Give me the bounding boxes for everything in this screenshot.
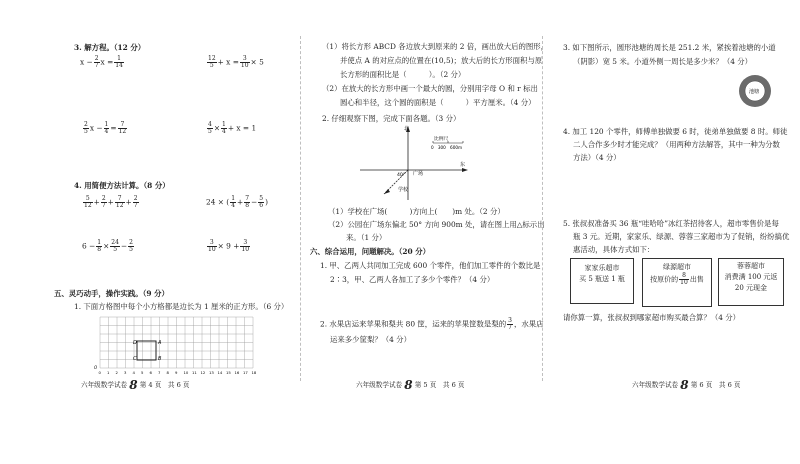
label-a: A <box>158 340 162 346</box>
grid-axis-label: 14 <box>217 370 223 374</box>
equation-3: $\frac{2}{5}$ x − $\frac{1}{4}$ = $\frac{7}{12}$ <box>84 121 127 135</box>
q3-line-1: 3. 如下图所示，圆形池塘的周长是 251.2 米，紧挨着池塘的小道 <box>563 43 776 52</box>
equation-4: $\frac{4}{5}$ × $\frac{1}{4}$ + x = 1 <box>208 121 257 135</box>
q4-line-2: 二人合作多少时才能完成？（用两种方法解答，其中一种为分数 <box>573 140 780 149</box>
grid-axis-label: 13 <box>209 370 214 374</box>
scale-label: 比例尺 <box>434 137 449 142</box>
map-east: 东 <box>460 162 466 168</box>
grid-axis-label: 3 <box>124 370 127 374</box>
s1-line-2: 2∶3，甲、乙两人各加工了多少个零件？（4 分） <box>330 275 495 284</box>
calc-1: $\frac{5}{12}$ + $\frac{2}{7}$ + $\frac{7}{12}$ + $\frac{2}{7}$ <box>84 195 138 209</box>
map-north: 北 <box>404 126 410 132</box>
calc-4: $\frac{3}{10}$ × 9 + $\frac{3}{10}$ <box>208 239 250 253</box>
footer-page-4: 六年级数学试卷 8 第 4 页 共 6 页 <box>81 378 190 392</box>
q5-line-4: 请你算一算，张叔叔到哪家超市购买最合算？（4 分） <box>563 313 741 322</box>
pond-figure <box>738 74 772 108</box>
s2-line-1: 2. 水果店运来苹果和梨共 80 筐，运来的苹果筐数是梨的 $\frac{3}{7}$ ，水果店 <box>320 317 544 331</box>
label-b: B <box>158 356 162 362</box>
shop-card-rongrong: 蓉蓉超市 消费满 100 元返 20 元现金 <box>718 258 784 306</box>
q3-line-2: （阴影）宽 5 米。小道外侧一周长是多少米？（4 分） <box>573 57 753 66</box>
map-plaza: 广场 <box>413 171 424 177</box>
q4-line-3: 方法）（4 分） <box>573 153 621 162</box>
p2-line-1: （2）在放大的长方形中画一个最大的圆，分别用字母 O 和 r 标出 <box>322 84 538 93</box>
grid-axis-label: 5 <box>141 370 144 374</box>
grid-axis-label: 9 <box>175 370 178 374</box>
grid-axis-label: 4 <box>132 370 135 374</box>
q5-line-1: 5. 张叔叔准备买 36 瓶“哇哈哈”冰红茶招待客人，超市零售价是每 <box>563 219 779 228</box>
equation-2: $\frac{12}{5}$ + x = $\frac{3}{10}$ × 5 <box>208 55 264 69</box>
label-c: C <box>133 356 137 362</box>
label-d: D <box>133 340 137 346</box>
grid-axis-label: 8 <box>166 370 169 374</box>
map-angle: 40° <box>397 173 406 178</box>
direction-map <box>360 124 520 202</box>
grid-axis-label: 2 <box>115 370 118 374</box>
p1-line-2: 并使点 A 的对应点的位置在(10,5)；放大后的长方形面积与原 <box>340 56 543 65</box>
rectangle-abcd <box>137 341 156 360</box>
grid-axis-label: 12 <box>200 370 206 374</box>
p2-line-2: 圆心和半径，这个圆的面积是（ ）平方厘米。（4 分） <box>340 98 536 107</box>
grid-axis-label: 7 <box>158 370 161 374</box>
s1-line-1: 1. 甲、乙两人共同加工完成 600 个零件，他们加工零件的个数比是 <box>320 261 541 270</box>
q4-line-1: 4. 加工 120 个零件，师傅单独做要 6 时，徒弟单独做要 8 时。师徒 <box>563 127 788 136</box>
section-6-title: 六、综合运用，问题解决。（20 分） <box>310 247 431 256</box>
grid-axis-label: 15 <box>226 370 231 374</box>
grid-axis-label: 1 <box>107 370 110 374</box>
grid-axis-label: 17 <box>243 370 248 374</box>
pond-label: 池塘 <box>749 89 760 95</box>
grid-lines <box>100 317 253 368</box>
grid-figure <box>90 314 260 374</box>
q1-text: 1. 下面方格图中每个小方格都是边长为 1 厘米的正方形。（6 分） <box>74 302 289 311</box>
section-5-title: 五、灵巧动手，操作实践。（9 分） <box>54 289 169 298</box>
map-school: 学校 <box>398 187 409 193</box>
q4-title: 4. 用简便方法计算。（8 分） <box>74 181 170 190</box>
grid-axis-label: 11 <box>192 370 197 374</box>
grid-axis-label: 16 <box>234 370 240 374</box>
equation-1: x − $\frac{2}{7}$ x = $\frac{1}{14}$ <box>80 55 123 69</box>
grid-axis-labels <box>94 365 257 374</box>
page-divider <box>542 36 543 381</box>
grid-axis-label: 0 <box>98 370 101 374</box>
grid-axis-label: 10 <box>183 370 189 374</box>
s2-line-2: 运来多少筐梨？（4 分） <box>330 335 411 344</box>
footer-page-6: 六年级数学试卷 8 第 6 页 共 6 页 <box>632 378 741 392</box>
p1-line-3: 长方形的面积比是（ ）。（2 分） <box>340 70 466 79</box>
page-divider <box>300 36 301 381</box>
grid-origin-label: O <box>94 365 98 370</box>
q2-title: 2. 仔细观察下图，完成下面各题。（3 分） <box>322 114 461 123</box>
grid-axis-label: 6 <box>149 370 152 374</box>
q5-line-3: 惠活动，具体方式如下： <box>573 245 655 254</box>
map-q2-line-1: （2）公园在广场东偏北 50° 方向 900m 处，请在图上用△标示出 <box>328 220 545 229</box>
shop-card-lvyuan: 绿源超市 按原价的 $\frac{8}{10}$ 出售 <box>642 258 712 307</box>
footer-page-5: 六年级数学试卷 8 第 5 页 共 6 页 <box>356 378 465 392</box>
map-q1: （1）学校在广场( )方向上( )m 处。（2 分） <box>328 207 505 216</box>
q3-title: 3. 解方程。（12 分） <box>74 43 146 52</box>
q5-line-2: 瓶 3 元。近期，家家乐、绿源、蓉蓉三家超市为了促销，纷纷搞优 <box>573 232 790 241</box>
map-q2-line-2: 来。（1 分） <box>346 233 387 242</box>
calc-3: 6 − $\frac{1}{8}$ × $\frac{24}{5}$ − $\frac{2}{5}$ <box>82 239 133 253</box>
shop-card-jiajiale: 家家乐超市 买 5 瓶送 1 瓶 <box>570 258 634 304</box>
grid-axis-label: 18 <box>251 370 257 374</box>
p1-line-1: （1）将长方形 ABCD 各边放大到原来的 2 倍，画出放大后的图形， <box>322 42 549 51</box>
scale-values: 0 300 600m <box>431 145 463 150</box>
calc-2: 24 × ( $\frac{1}{4}$ + $\frac{7}{8}$ − $\frac{5}{6}$ ) <box>206 195 268 209</box>
